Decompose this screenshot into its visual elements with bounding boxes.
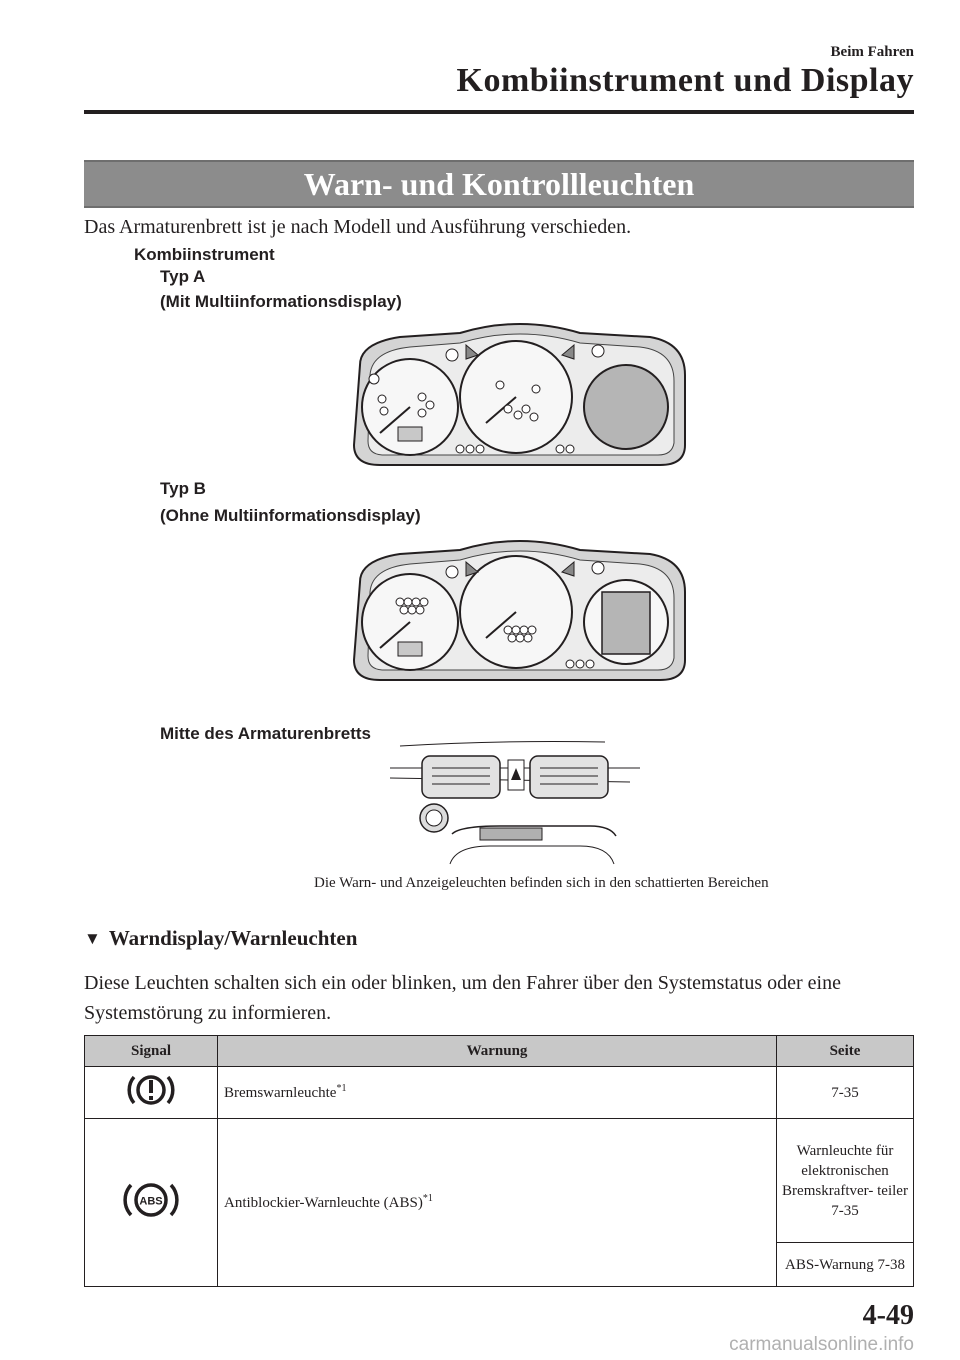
brake-warning-icon bbox=[123, 1070, 179, 1110]
triangle-marker-icon: ▼ bbox=[84, 928, 101, 948]
abs-warning-icon bbox=[119, 1178, 183, 1222]
subsection-title: Warndisplay/Warnleuchten bbox=[108, 926, 358, 950]
warning-table bbox=[84, 1035, 914, 1287]
warnung-cell bbox=[218, 1119, 777, 1287]
page-cell: ABS-Warnung 7-38 bbox=[777, 1243, 914, 1287]
typ-b-sub: (Ohne Multiinformationsdisplay) bbox=[160, 506, 421, 525]
table-row bbox=[85, 1119, 914, 1243]
header-signal: Signal bbox=[85, 1036, 218, 1067]
warnung-text: Bremswarnleuchte bbox=[224, 1085, 337, 1101]
header-rule bbox=[84, 110, 914, 114]
figure-caption: Die Warn- und Anzeigeleuchten befinden sich in den schattierten Bereichen bbox=[314, 875, 769, 891]
subsection-body: Diese Leuchten schalten sich ein oder blinken, um den Fahrer über den Systemstatus oder eine Systemstörung zu informieren. bbox=[84, 972, 841, 1024]
section-band bbox=[84, 160, 914, 208]
header-warnung: Warnung bbox=[218, 1036, 777, 1067]
table-header-row bbox=[85, 1036, 914, 1067]
center-label: Mitte des Armaturenbretts bbox=[160, 724, 371, 743]
page-cell: 7-35 bbox=[777, 1067, 914, 1119]
cluster-type-a-illustration bbox=[340, 315, 700, 475]
center-dashboard-illustration bbox=[380, 738, 650, 866]
footnote-mark: *1 bbox=[336, 1083, 347, 1094]
kombi-label: Kombiinstrument bbox=[134, 245, 275, 264]
page-number: 4-49 bbox=[862, 1300, 914, 1331]
section-title: Warn- und Kontrollleuchten bbox=[303, 165, 695, 202]
table-row bbox=[85, 1067, 914, 1119]
typ-b-label: Typ B bbox=[160, 479, 206, 498]
signal-cell bbox=[85, 1067, 218, 1119]
warnung-text: Antiblockier-Warnleuchte (ABS) bbox=[224, 1195, 423, 1211]
footnote-mark: *1 bbox=[422, 1193, 433, 1204]
page-cell: Warnleuchte für elektronischen Bremskraftver- teiler 7-35 bbox=[777, 1119, 914, 1243]
chapter-label: Beim Fahren bbox=[830, 44, 914, 60]
watermark: carmanualsonline.info bbox=[729, 1334, 914, 1355]
intro-text: Das Armaturenbrett ist je nach Modell und Ausführung verschieden. bbox=[84, 216, 632, 238]
cluster-type-b-illustration bbox=[340, 530, 700, 690]
warnung-cell bbox=[218, 1067, 777, 1119]
subsection-heading bbox=[84, 926, 357, 951]
typ-a-sub: (Mit Multiinformationsdisplay) bbox=[160, 292, 402, 311]
header-seite: Seite bbox=[777, 1036, 914, 1067]
typ-a-label: Typ A bbox=[160, 267, 206, 286]
signal-cell bbox=[85, 1119, 218, 1287]
chapter-title: Kombiinstrument und Display bbox=[456, 62, 914, 99]
abs-icon-text: ABS bbox=[139, 1195, 163, 1208]
